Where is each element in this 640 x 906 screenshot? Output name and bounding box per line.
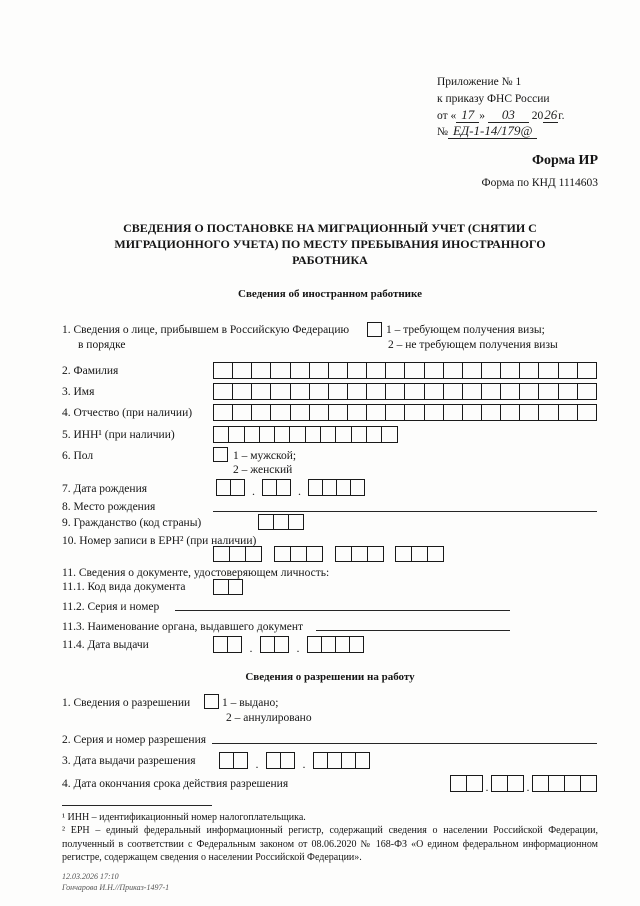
input-cell[interactable] <box>481 404 501 421</box>
form-name: Форма ИР <box>532 153 598 168</box>
document-series-label: 11.2. Серия и номер <box>62 601 160 613</box>
input-cell[interactable] <box>558 362 578 379</box>
input-cell[interactable] <box>273 514 289 530</box>
input-cell[interactable] <box>213 362 233 379</box>
input-cell[interactable] <box>216 479 231 496</box>
input-cell[interactable] <box>270 362 290 379</box>
inn-cells[interactable] <box>213 426 398 443</box>
input-cell[interactable] <box>251 404 271 421</box>
citizenship-label: 9. Гражданство (код страны) <box>62 517 202 529</box>
input-cell[interactable] <box>564 775 581 792</box>
birth-date-field[interactable] <box>216 479 365 496</box>
input-cell[interactable] <box>251 362 271 379</box>
registration-author: Гончарова И.Н.//Приказ-1497-1 <box>62 883 170 892</box>
input-cell[interactable] <box>538 404 558 421</box>
input-cell[interactable] <box>244 426 260 443</box>
input-cell[interactable] <box>228 579 244 595</box>
permit-expiry-year[interactable] <box>532 775 597 792</box>
worker-section-heading: Сведения об иностранном работнике <box>238 288 422 300</box>
order-date-century: 20 <box>531 110 544 122</box>
title-line-2: МИГРАЦИОННОГО УЧЕТА) ПО МЕСТУ ПРЕБЫВАНИЯ ИНОСТРАННОГО <box>114 237 546 251</box>
input-cell[interactable] <box>262 479 277 496</box>
order-number-value: ЕД-1-14/179@ <box>448 123 537 139</box>
input-cell[interactable] <box>351 426 367 443</box>
document-issue-month[interactable] <box>260 636 289 653</box>
input-cell[interactable] <box>230 479 245 496</box>
birth-date-day[interactable] <box>216 479 245 496</box>
input-cell[interactable] <box>500 383 520 400</box>
name-cells[interactable] <box>213 383 597 400</box>
input-cell[interactable] <box>245 546 262 562</box>
input-cell[interactable] <box>335 546 352 562</box>
birth-date-year[interactable] <box>308 479 365 496</box>
input-cell[interactable] <box>213 383 233 400</box>
input-cell[interactable] <box>328 362 348 379</box>
input-cell[interactable] <box>290 362 310 379</box>
name-label: 3. Имя <box>62 386 95 398</box>
order-date-close: » <box>479 110 485 122</box>
input-cell[interactable] <box>219 752 234 769</box>
input-cell[interactable] <box>232 404 252 421</box>
permit-issue-date-label: 3. Дата выдачи разрешения <box>62 755 196 767</box>
input-cell[interactable] <box>481 362 501 379</box>
order-date-month: 03 <box>488 107 529 123</box>
input-cell[interactable] <box>290 546 307 562</box>
inn-label: 5. ИНН¹ (при наличии) <box>62 429 175 441</box>
ern-cells-group-4[interactable] <box>395 546 444 562</box>
date-separator: . <box>255 757 259 771</box>
input-cell[interactable] <box>350 479 365 496</box>
sex-box[interactable] <box>213 447 228 462</box>
input-cell[interactable] <box>347 362 367 379</box>
input-cell[interactable] <box>580 775 597 792</box>
patronymic-label: 4. Отчество (при наличии) <box>62 407 193 419</box>
input-cell[interactable] <box>395 546 412 562</box>
entry-label-cont: в порядке <box>78 339 126 351</box>
input-cell[interactable] <box>270 404 290 421</box>
input-cell[interactable] <box>507 775 524 792</box>
order-number-sign: № <box>437 126 448 138</box>
input-cell[interactable] <box>232 383 252 400</box>
entry-option-1: 1 – требующем получения визы; <box>386 324 545 336</box>
order-reference: к приказу ФНС России <box>437 93 550 105</box>
permit-issue-month[interactable] <box>266 752 295 769</box>
document-type-label: 11.1. Код вида документа <box>62 581 186 593</box>
input-cell[interactable] <box>519 404 539 421</box>
input-cell[interactable] <box>466 775 483 792</box>
input-cell[interactable] <box>213 579 229 595</box>
input-cell[interactable] <box>309 404 329 421</box>
input-cell[interactable] <box>424 362 444 379</box>
date-separator: . <box>302 757 306 771</box>
order-date-day: 17 <box>456 107 479 123</box>
input-cell[interactable] <box>404 404 424 421</box>
input-cell[interactable] <box>327 752 342 769</box>
input-cell[interactable] <box>481 383 501 400</box>
input-cell[interactable] <box>328 383 348 400</box>
input-cell[interactable] <box>385 362 405 379</box>
input-cell[interactable] <box>266 752 281 769</box>
input-cell[interactable] <box>424 383 444 400</box>
permit-section-heading: Сведения о разрешении на работу <box>245 671 415 683</box>
input-cell[interactable] <box>335 636 350 653</box>
input-cell[interactable] <box>251 383 271 400</box>
document-issuer-line[interactable] <box>316 630 510 631</box>
input-cell[interactable] <box>232 362 252 379</box>
input-cell[interactable] <box>213 426 229 443</box>
input-cell[interactable] <box>335 426 351 443</box>
input-cell[interactable] <box>500 404 520 421</box>
input-cell[interactable] <box>381 426 397 443</box>
entry-label: 1. Сведения о лице, прибывшем в Российскую Федерацию <box>62 324 350 336</box>
input-cell[interactable] <box>306 546 323 562</box>
permit-issue-date-field[interactable] <box>219 752 370 769</box>
input-cell[interactable] <box>290 383 310 400</box>
permit-expiry-date-field[interactable] <box>450 775 597 792</box>
input-cell[interactable] <box>558 383 578 400</box>
permit-expiry-month[interactable] <box>491 775 524 792</box>
sex-option-2: 2 – женский <box>233 464 293 476</box>
birth-place-label: 8. Место рождения <box>62 501 156 513</box>
input-cell[interactable] <box>538 383 558 400</box>
input-cell[interactable] <box>229 546 246 562</box>
entry-option-2: 2 – не требующем получения визы <box>388 339 558 351</box>
input-cell[interactable] <box>577 404 597 421</box>
input-cell[interactable] <box>305 426 321 443</box>
input-cell[interactable] <box>385 383 405 400</box>
input-cell[interactable] <box>450 775 467 792</box>
ern-cells-group-2[interactable] <box>274 546 323 562</box>
permit-status-box[interactable] <box>204 694 219 709</box>
input-cell[interactable] <box>259 426 275 443</box>
input-cell[interactable] <box>289 426 305 443</box>
entry-type-box[interactable] <box>367 322 382 337</box>
input-cell[interactable] <box>443 383 463 400</box>
input-cell[interactable] <box>558 404 578 421</box>
input-cell[interactable] <box>500 362 520 379</box>
input-cell[interactable] <box>349 636 364 653</box>
input-cell[interactable] <box>491 775 508 792</box>
input-cell[interactable] <box>577 362 597 379</box>
input-cell[interactable] <box>213 404 233 421</box>
input-cell[interactable] <box>288 514 304 530</box>
patronymic-cells[interactable] <box>213 404 597 421</box>
input-cell[interactable] <box>462 404 482 421</box>
input-cell[interactable] <box>309 383 329 400</box>
input-cell[interactable] <box>260 636 275 653</box>
input-cell[interactable] <box>320 426 336 443</box>
order-date-open: от « <box>437 110 457 122</box>
input-cell[interactable] <box>213 636 228 653</box>
input-cell[interactable] <box>328 404 348 421</box>
date-separator: . <box>249 641 253 655</box>
registration-timestamp: 12.03.2026 17:10 <box>62 872 119 881</box>
input-cell[interactable] <box>385 404 405 421</box>
permit-status-option-2: 2 – аннулировано <box>226 712 312 724</box>
permit-expiry-day[interactable] <box>450 775 483 792</box>
footnote-1: ¹ ИНН – идентификационный номер налогоплательщика. <box>62 812 306 823</box>
input-cell[interactable] <box>341 752 356 769</box>
input-cell[interactable] <box>548 775 565 792</box>
date-separator: . <box>526 780 530 794</box>
input-cell[interactable] <box>233 752 248 769</box>
document-series-line[interactable] <box>175 610 510 611</box>
input-cell[interactable] <box>532 775 549 792</box>
document-type-cells[interactable] <box>213 579 243 595</box>
input-cell[interactable] <box>336 479 351 496</box>
surname-label: 2. Фамилия <box>62 365 119 377</box>
input-cell[interactable] <box>228 426 244 443</box>
order-date-year: 26 <box>544 107 558 122</box>
input-cell[interactable] <box>313 752 328 769</box>
document-issue-date-field[interactable] <box>213 636 364 653</box>
ern-label: 10. Номер записи в ЕРН² (при наличии) <box>62 535 257 547</box>
citizenship-cells[interactable] <box>258 514 304 530</box>
input-cell[interactable] <box>351 546 368 562</box>
input-cell[interactable] <box>355 752 370 769</box>
form-knd: Форма по КНД 1114603 <box>481 177 598 189</box>
footnote-divider <box>62 805 212 806</box>
title-line-1: СВЕДЕНИЯ О ПОСТАНОВКЕ НА МИГРАЦИОННЫЙ УЧЕТ (СНЯТИИ С <box>123 221 537 235</box>
date-separator: . <box>298 484 301 498</box>
input-cell[interactable] <box>274 636 289 653</box>
surname-cells[interactable] <box>213 362 597 379</box>
appendix-label: Приложение № 1 <box>437 76 522 88</box>
title-line-3: РАБОТНИКА <box>292 253 368 267</box>
document-issuer-label: 11.3. Наименование органа, выдавшего документ <box>62 621 304 633</box>
document-issue-day[interactable] <box>213 636 242 653</box>
document-label: 11. Сведения о документе, удостоверяющем личность: <box>62 567 330 579</box>
input-cell[interactable] <box>443 404 463 421</box>
input-cell[interactable] <box>347 404 367 421</box>
input-cell[interactable] <box>309 362 329 379</box>
input-cell[interactable] <box>519 383 539 400</box>
input-cell[interactable] <box>280 752 295 769</box>
ern-cells-group-3[interactable] <box>335 546 384 562</box>
input-cell[interactable] <box>411 546 428 562</box>
input-cell[interactable] <box>347 383 367 400</box>
input-cell[interactable] <box>258 514 274 530</box>
footnote-2: ² ЕРН – единый федеральный информационный регистр, содержащий сведения о населении Российской Федерации, полученный в соответствии с Федеральным законом от 08.06.2020 № 168-ФЗ «О едином федеральном информационном регистре, содержащем сведения о населении Российской Федерации». <box>62 825 598 863</box>
permit-series-label: 2. Серия и номер разрешения <box>62 734 207 746</box>
input-cell[interactable] <box>519 362 539 379</box>
input-cell[interactable] <box>462 383 482 400</box>
permit-status-label: 1. Сведения о разрешении <box>62 697 191 709</box>
ern-cells-group-1[interactable] <box>213 546 262 562</box>
birth-date-label: 7. Дата рождения <box>62 483 148 495</box>
input-cell[interactable] <box>367 546 384 562</box>
document-issue-year[interactable] <box>307 636 364 653</box>
input-cell[interactable] <box>290 404 310 421</box>
input-cell[interactable] <box>424 404 444 421</box>
permit-series-line[interactable] <box>212 743 597 744</box>
date-separator: . <box>296 641 300 655</box>
input-cell[interactable] <box>307 636 322 653</box>
input-cell[interactable] <box>276 479 291 496</box>
sex-option-1: 1 – мужской; <box>233 450 297 462</box>
date-separator: . <box>252 484 255 498</box>
birth-place-line[interactable] <box>213 511 597 512</box>
input-cell[interactable] <box>404 362 424 379</box>
permit-issue-year[interactable] <box>313 752 370 769</box>
input-cell[interactable] <box>270 383 290 400</box>
input-cell[interactable] <box>538 362 558 379</box>
date-separator: . <box>485 780 489 794</box>
order-number <box>437 124 537 139</box>
input-cell[interactable] <box>274 546 291 562</box>
input-cell[interactable] <box>443 362 463 379</box>
permit-status-option-1: 1 – выдано; <box>222 697 279 709</box>
document-issue-date-label: 11.4. Дата выдачи <box>62 639 149 651</box>
input-cell[interactable] <box>366 383 386 400</box>
input-cell[interactable] <box>427 546 444 562</box>
input-cell[interactable] <box>577 383 597 400</box>
input-cell[interactable] <box>227 636 242 653</box>
order-date <box>437 108 565 123</box>
birth-date-month[interactable] <box>262 479 291 496</box>
input-cell[interactable] <box>321 636 336 653</box>
input-cell[interactable] <box>404 383 424 400</box>
input-cell[interactable] <box>366 404 386 421</box>
permit-issue-day[interactable] <box>219 752 248 769</box>
input-cell[interactable] <box>213 546 230 562</box>
permit-expiry-date-label: 4. Дата окончания срока действия разрешения <box>62 778 289 790</box>
input-cell[interactable] <box>308 479 323 496</box>
input-cell[interactable] <box>322 479 337 496</box>
input-cell[interactable] <box>366 362 386 379</box>
sex-label: 6. Пол <box>62 450 94 462</box>
input-cell[interactable] <box>462 362 482 379</box>
order-date-suffix: г. <box>558 110 565 122</box>
input-cell[interactable] <box>274 426 290 443</box>
input-cell[interactable] <box>366 426 382 443</box>
